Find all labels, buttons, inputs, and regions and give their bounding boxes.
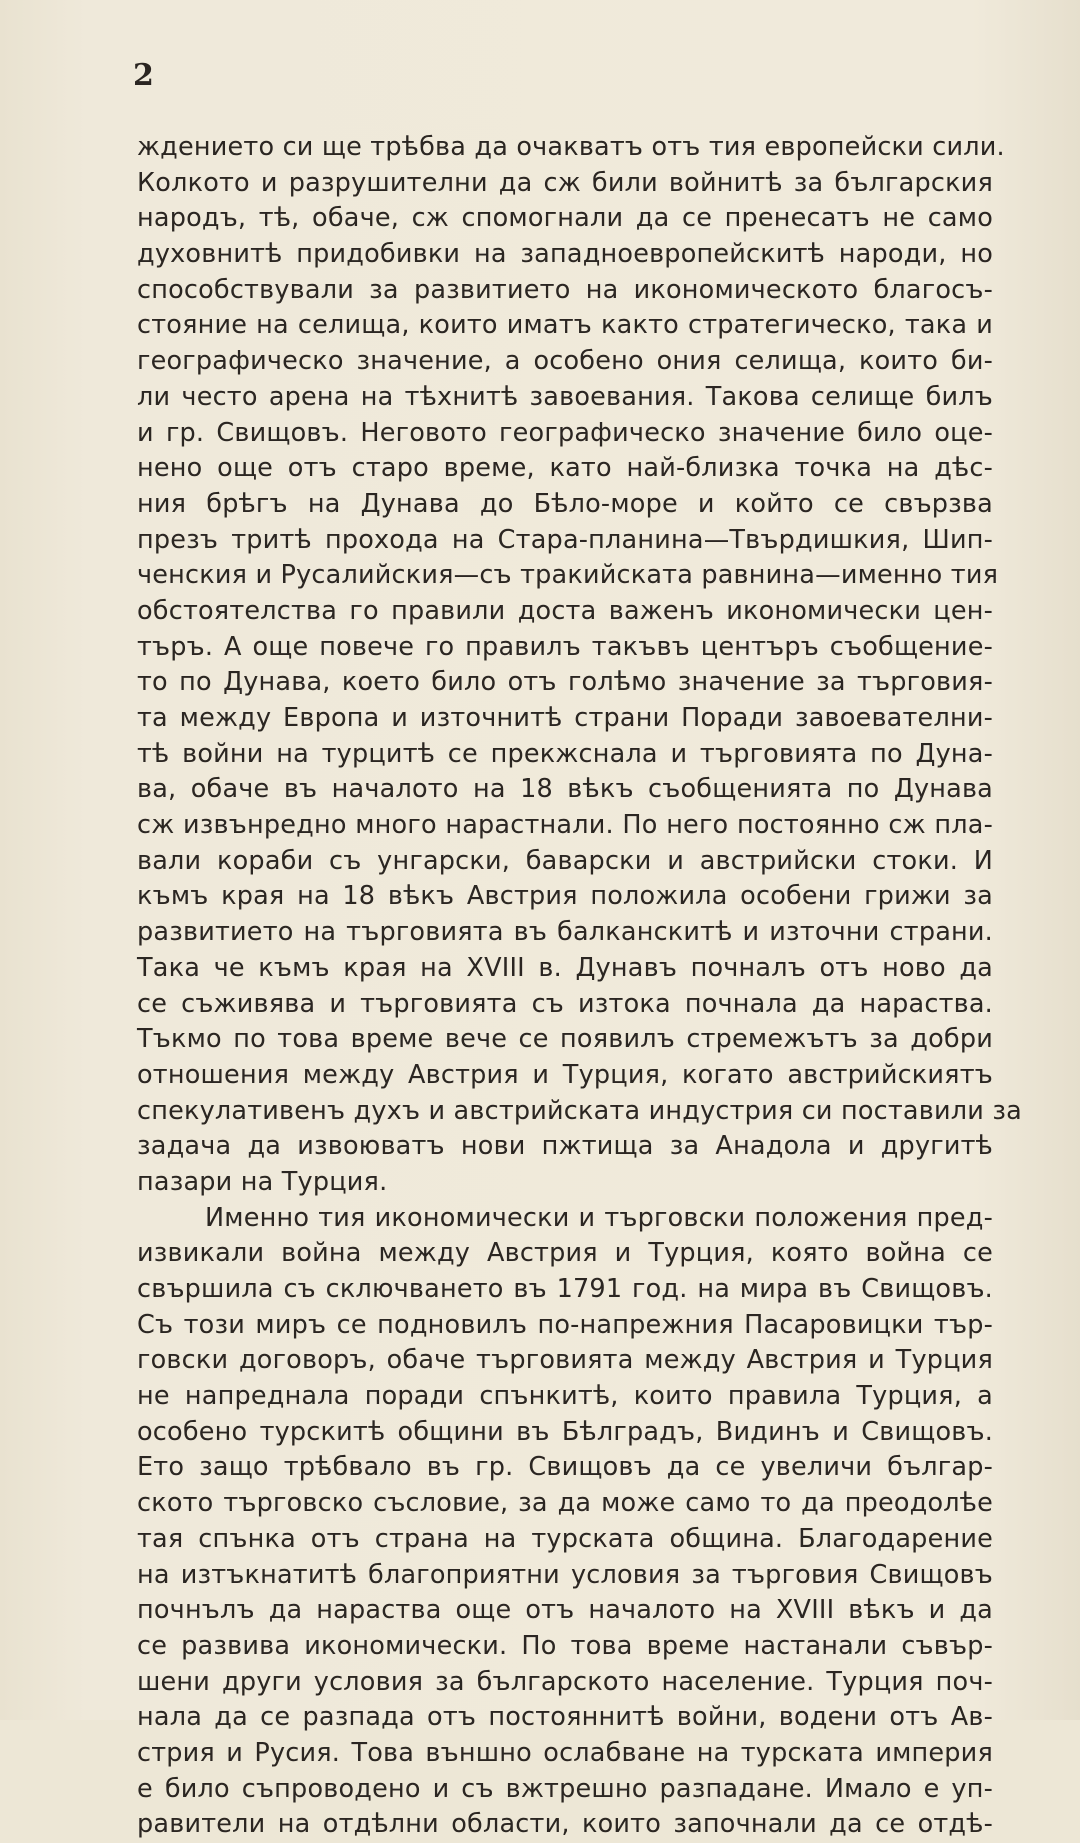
text-line: особено турскитѣ общини въ Бѣлградъ, Видинъ и Свищовъ. <box>137 1416 993 1447</box>
text-line: търъ. А още повече го правилъ такъвъ центъръ съобщение- <box>137 631 993 662</box>
text-line: сж извънредно много нарастнали. По него постоянно сж пла- <box>137 810 993 841</box>
text-line: равители на отдѣлни области, които започнали да се отдѣ- <box>137 1809 993 1840</box>
text-line: народъ, тѣ, обаче, сж спомогнали да се пренесатъ не само <box>137 203 993 234</box>
text-line: говски договоръ, обаче търговията между Австрия и Турция <box>137 1345 993 1376</box>
paragraph-end-line: пазари на Турция. <box>137 1166 388 1197</box>
text-line: шени други условия за българското население. Турция поч- <box>137 1666 993 1697</box>
text-line: стрия и Русия. Това външно ослабване на турската империя <box>137 1737 993 1768</box>
text-line: ското търговско съсловие, за да може само то да преодолѣе <box>137 1488 993 1519</box>
text-line: развитието на търговията въ балканскитѣ и източни страни. <box>137 917 993 948</box>
text-line: Тъкмо по това време вече се появилъ стремежътъ за добри <box>137 1024 993 1055</box>
text-line: извикали война между Австрия и Турция, която война се <box>137 1238 993 1269</box>
text-line: презъ тритѣ прохода на Стара-планина—Твърдишкия, Шип- <box>137 524 993 555</box>
text-line: тая спънка отъ страна на турската община. Благодарение <box>137 1523 993 1554</box>
text-line: способствували за развитието на икономическото благосъ- <box>137 274 993 305</box>
text-line: Така че къмъ края на XVIII в. Дунавъ почналъ отъ ново да <box>137 952 993 983</box>
paragraph-start-line: Именно тия икономически и търговски положения пред- <box>205 1202 993 1233</box>
text-line: ва, обаче въ началото на 18 вѣкъ съобщенията по Дунава <box>137 774 993 805</box>
text-line: се съживява и търговията съ изтока почнала да нараства. <box>137 988 993 1019</box>
text-line: ния брѣгъ на Дунава до Бѣло-море и който се свързва <box>137 488 993 519</box>
page-number: 2 <box>133 58 154 93</box>
text-line: тѣ войни на турцитѣ се прекжснала и търговията по Дуна- <box>137 738 993 769</box>
text-line: обстоятелства го правили доста важенъ икономически цен- <box>137 595 993 626</box>
text-line: нала да се разпада отъ постояннитѣ войни, водени отъ Ав- <box>137 1702 993 1733</box>
text-line: задача да извоюватъ нови пжтища за Анадола и другитѣ <box>137 1131 993 1162</box>
text-line: стояние на селища, които иматъ както стратегическо, така и <box>137 310 993 341</box>
text-line: географическо значение, а особено ония селища, които би- <box>137 346 993 377</box>
text-line: ченския и Русалийския—съ тракийската равнина—именно тия <box>137 560 999 591</box>
text-line: къмъ края на 18 вѣкъ Австрия положила особени грижи за <box>137 881 993 912</box>
text-line: духовнитѣ придобивки на западноевропейскитѣ народи, но <box>137 239 993 270</box>
text-line: ли често арена на тѣхнитѣ завоевания. Такова селище билъ <box>137 381 993 412</box>
text-line: вали кораби съ унгарски, баварски и австрийски стоки. И <box>137 845 993 876</box>
text-line: Съ този миръ се подновилъ по-напрежния Пасаровицки тър- <box>137 1309 993 1340</box>
text-line: Колкото и разрушителни да сж били войнитѣ за българския <box>137 167 993 198</box>
text-line: спекулативенъ духъ и австрийската индустрия си поставили за <box>137 1095 1022 1126</box>
text-line: се развива икономически. По това време настанали съвър- <box>137 1630 993 1661</box>
text-line: нено още отъ старо време, като най-близка точка на дѣс- <box>137 453 993 484</box>
text-line: не напреднала поради спънкитѣ, които правила Турция, а <box>137 1381 993 1412</box>
text-line: ждението си ще трѣбва да очакватъ отъ тия европейски сили. <box>137 132 1005 162</box>
text-line: почнълъ да нараства още отъ началото на XVIII вѣкъ и да <box>137 1595 993 1626</box>
text-line: та между Европа и източнитѣ страни Поради завоевателни- <box>137 703 993 733</box>
text-line: отношения между Австрия и Турция, когато австрийскиятъ <box>137 1059 993 1090</box>
text-line: е било съпроводено и съ вжтрешно разпадане. Имало е уп- <box>137 1773 993 1804</box>
text-line: и гр. Свищовъ. Неговото географическо значение било оце- <box>137 417 993 448</box>
text-line: свършила съ сключването въ 1791 год. на мира въ Свищовъ. <box>137 1274 993 1304</box>
text-line: на изтъкнатитѣ благоприятни условия за търговия Свищовъ <box>137 1559 993 1590</box>
text-line: Ето защо трѣбвало въ гр. Свищовъ да се увеличи българ- <box>137 1452 993 1483</box>
body-text <box>137 130 1022 1843</box>
text-line: то по Дунава, което било отъ голѣмо значение за търговия- <box>137 667 993 698</box>
